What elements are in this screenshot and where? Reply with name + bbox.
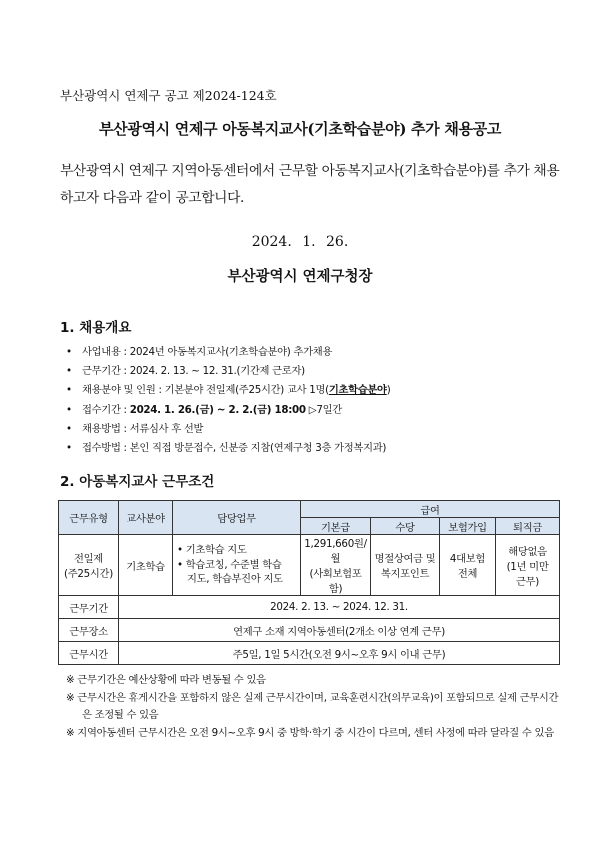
table-row	[59, 535, 560, 596]
notice-date: 2024. 1. 26.	[251, 234, 349, 250]
period-label: 근무기간	[59, 596, 119, 619]
table-row	[59, 619, 560, 642]
emphasis: 기초학습분야	[328, 384, 387, 397]
cell-field: 기초학습	[119, 535, 173, 596]
cell-severance: 해당없음 (1년 미만 근무)	[496, 535, 560, 596]
notes-list	[66, 672, 566, 742]
header-salary: 급여	[301, 501, 560, 518]
list-item: • 근무기간 : 2024. 2. 13. ~ 12. 31.(기간제 근로자)	[66, 362, 390, 381]
section-title-overview: 1. 채용개요	[60, 320, 132, 336]
page-title: 부산광역시 연제구 아동복지교사(기초학습분야) 추가 채용공고	[98, 120, 502, 138]
list-item: • 채용방법 : 서류심사 후 선발	[66, 420, 390, 439]
list-item: • 사업내용 : 2024년 아동복지교사(기초학습분야) 추가채용	[66, 343, 390, 362]
cell-base-pay: 1,291,660원/월 (사회보험포함)	[301, 535, 371, 596]
emphasis: 2024. 1. 26.(금) ~ 2. 2.(금) 18:00	[129, 403, 306, 416]
note-item: ※ 근무기간은 예산상황에 따라 변동될 수 있음	[66, 674, 266, 686]
list-item: • 채용분야 및 인원 : 기본분야 전일제(주25시간) 교사 1명(기초학습분야)	[66, 381, 390, 400]
cell-type: 전일제 (주25시간)	[59, 535, 119, 596]
header-severance: 퇴직금	[496, 518, 560, 535]
period-value: 2024. 2. 13. ~ 2024. 12. 31.	[119, 596, 560, 619]
hours-label: 근무시간	[59, 642, 119, 665]
section-title-conditions: 2. 아동복지교사 근무조건	[60, 474, 215, 490]
issuer: 부산광역시 연제구청장	[227, 268, 373, 285]
header-field: 교사분야	[119, 501, 173, 535]
header-duty: 담당업무	[173, 501, 301, 535]
place-value: 연제구 소재 지역아동센터(2개소 이상 연계 근무)	[119, 619, 560, 642]
header-base-pay: 기본급	[301, 518, 371, 535]
header-type: 근무유형	[59, 501, 119, 535]
cell-insurance: 4대보험 전체	[440, 535, 496, 596]
table-row	[59, 596, 560, 619]
note-item: ※ 지역아동센터 근무시간은 오전 9시~오후 9시 중 방학·학기 중 시간이 다르며, 센터 사정에 따라 달라질 수 있음	[66, 726, 554, 739]
header-allowance: 수당	[371, 518, 440, 535]
intro-paragraph: 부산광역시 연제구 지역아동센터에서 근무할 아동복지교사(기초학습분야)를 추가 채용하고자 다음과 같이 공고합니다.	[60, 163, 560, 206]
list-item: • 접수기간 : 2024. 1. 26.(금) ~ 2. 2.(금) 18:00 ▷7일간	[66, 401, 390, 420]
cell-duty: • 기초학습 지도 • 학습코칭, 수준별 학습 지도, 학습부진아 지도	[173, 535, 301, 596]
overview-list	[66, 343, 390, 458]
place-label: 근무장소	[59, 619, 119, 642]
header-insurance: 보험가입	[440, 518, 496, 535]
table-row	[59, 642, 560, 665]
note-item: ※ 근무시간은 휴게시간을 포함하지 않은 실제 근무시간이며, 교육훈련시간(의무교육)이 포함되므로 실제 근무시간은 조정될 수 있음	[66, 691, 559, 721]
cell-allowance: 명절상여금 및 복지포인트	[371, 535, 440, 596]
conditions-table	[58, 500, 560, 665]
hours-value: 주5일, 1일 5시간(오전 9시~오후 9시 이내 근무)	[119, 642, 560, 665]
list-item: • 접수방법 : 본인 직접 방문접수, 신분증 지참(연제구청 3층 가정복지과)	[66, 439, 390, 458]
notice-number: 부산광역시 연제구 공고 제2024-124호	[60, 88, 277, 103]
